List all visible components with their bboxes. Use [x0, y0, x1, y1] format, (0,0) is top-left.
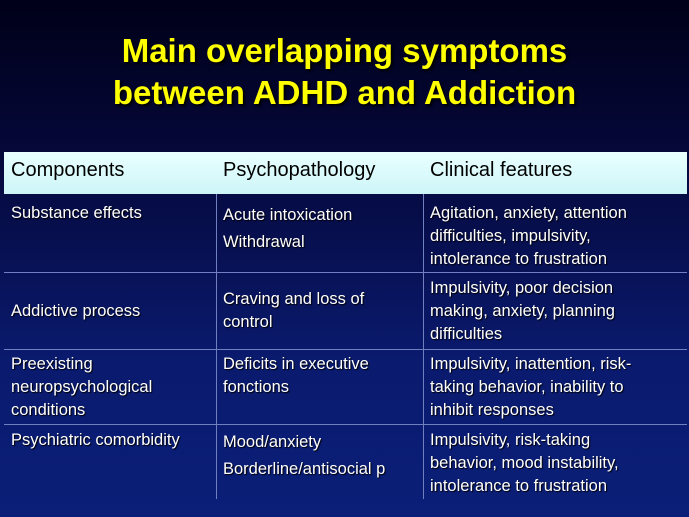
- header-clinical-features: Clinical features: [430, 159, 573, 181]
- cell-line: Mood/anxiety: [223, 433, 322, 451]
- cell-line: Acute intoxication: [223, 206, 353, 224]
- cell-line: Psychiatric comorbidity: [11, 431, 180, 449]
- cell-clinical-features: [430, 202, 627, 271]
- cell-component: [11, 202, 142, 225]
- symptoms-table: [4, 152, 687, 495]
- cell-line: Deficits in executive: [223, 355, 369, 373]
- cell-line: difficulties, impulsivity,: [430, 227, 591, 245]
- cell-line: Withdrawal: [223, 233, 305, 251]
- cell-component: [11, 429, 180, 452]
- cell-line: intolerance to frustration: [430, 250, 608, 268]
- cell-line: fonctions: [223, 378, 290, 396]
- title-line-1: Main overlapping symptoms: [121, 32, 568, 69]
- cell-line: behavior, mood instability,: [430, 454, 619, 472]
- cell-component: [11, 353, 152, 422]
- cell-line: Substance effects: [11, 204, 142, 222]
- title-line-2: between ADHD and Addiction: [112, 74, 577, 111]
- cell-clinical-features: [430, 429, 619, 498]
- cell-psychopathology: [223, 202, 352, 256]
- cell-psychopathology: [223, 429, 385, 483]
- cell-line: Preexisting: [11, 355, 93, 373]
- cell-line: neuropsychological: [11, 378, 153, 396]
- cell-psychopathology: [223, 288, 364, 334]
- cell-line: difficulties: [430, 325, 503, 343]
- cell-clinical-features: [430, 277, 615, 346]
- cell-line: inhibit responses: [430, 401, 554, 419]
- cell-line: control: [223, 313, 273, 331]
- cell-line: conditions: [11, 401, 86, 419]
- cell-component: [11, 300, 140, 323]
- row-divider: [4, 349, 687, 350]
- column-divider: [216, 194, 217, 499]
- cell-clinical-features: [430, 353, 631, 422]
- cell-line: taking behavior, inability to: [430, 378, 624, 396]
- cell-line: Agitation, anxiety, attention: [430, 204, 627, 222]
- cell-line: Borderline/antisocial p: [223, 460, 386, 478]
- cell-line: Impulsivity, poor decision: [430, 279, 614, 297]
- cell-line: Craving and loss of: [223, 290, 365, 308]
- slide-title: [0, 30, 689, 114]
- cell-line: Impulsivity, inattention, risk-: [430, 355, 632, 373]
- cell-line: Impulsivity, risk-taking: [430, 431, 591, 449]
- table-header-row: [4, 152, 687, 194]
- header-components: Components: [11, 159, 125, 181]
- column-divider: [423, 194, 424, 499]
- cell-line: making, anxiety, planning: [430, 302, 615, 320]
- header-psychopathology: Psychopathology: [223, 159, 376, 181]
- cell-line: intolerance to frustration: [430, 477, 608, 495]
- row-divider: [4, 272, 687, 273]
- cell-line: Addictive process: [11, 302, 141, 320]
- cell-psychopathology: [223, 353, 369, 399]
- row-divider: [4, 424, 687, 425]
